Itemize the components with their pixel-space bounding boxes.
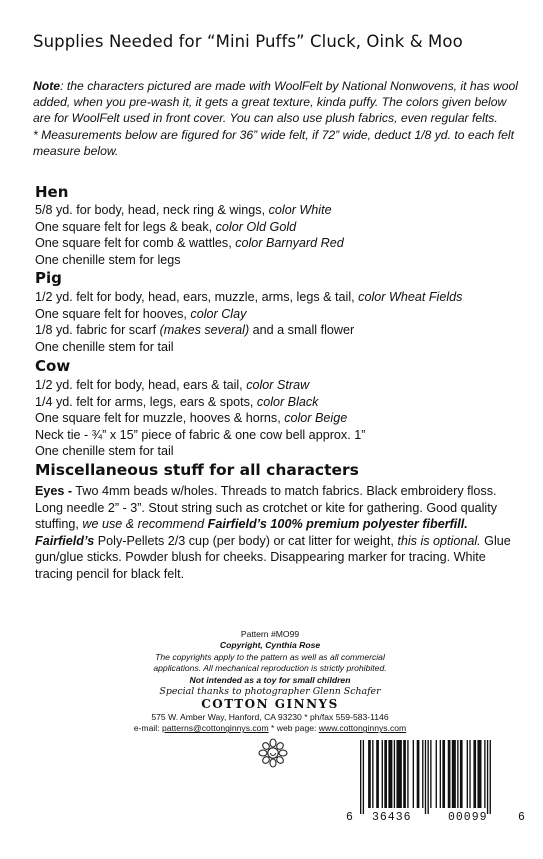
- note-paragraph: [33, 78, 525, 159]
- list-item: One chenille stem for tail: [35, 339, 174, 354]
- barcode-bar: [372, 740, 373, 808]
- barcode-bar: [460, 740, 463, 808]
- barcode-bar: [473, 740, 476, 808]
- barcode-bar: [467, 740, 468, 808]
- barcode-bar: [360, 740, 361, 814]
- not-toy-warning: Not intended as a toy for small children: [189, 674, 351, 685]
- barcode-bar: [376, 740, 379, 808]
- list-item: One square felt for muzzle, hooves & horns, color Beige: [35, 411, 348, 426]
- measurement-note: * Measurements below are figured for 36” wide felt, if 72” wide, deduct 1/8 yd. to each felt measure below.: [33, 127, 514, 158]
- list-item: 1/4 yd. felt for arms, legs, ears & spots, color Black: [35, 394, 319, 409]
- list-item: One chenille stem for legs: [35, 252, 181, 267]
- barcode-bar: [469, 740, 470, 808]
- copyright: Copyright, Cynthia Rose: [219, 640, 321, 651]
- barcode-bar: [442, 740, 445, 808]
- barcode-bar: [457, 740, 458, 808]
- barcode-bar: [388, 740, 392, 808]
- barcode-bar: [440, 740, 441, 808]
- cow-list: [35, 377, 527, 460]
- cow-heading: Cow: [35, 357, 71, 375]
- barcode-bar: [436, 740, 437, 808]
- barcode-bar: [396, 740, 401, 808]
- barcode-group-left: 36436: [372, 811, 412, 824]
- photographer-thanks: Special thanks to photographer Glenn Schafer: [159, 686, 381, 698]
- list-item: 1/2 yd. felt for body, head, ears, muzzle, arms, legs & tail, color Wheat Fields: [35, 290, 463, 304]
- list-item: 1/2 yd. felt for body, head, ears & tail, color Straw: [35, 378, 310, 392]
- brand-logo-text: COTTON GINNYS: [201, 697, 339, 712]
- barcode-bar: [425, 740, 426, 814]
- barcode-bar: [413, 740, 414, 808]
- copyright-line-1: The copyrights apply to the pattern as well as all commercial: [155, 651, 385, 662]
- barcode-bar: [477, 740, 481, 808]
- list-item: One square felt for legs & beak, color Old Gold: [35, 219, 297, 234]
- eyes-label: Eyes -: [35, 484, 73, 498]
- list-item: 5/8 yd. for body, head, neck ring & wings, color White: [35, 203, 332, 217]
- barcode-digit-last: 6: [518, 811, 526, 824]
- page-title: Supplies Needed for “Mini Puffs” Cluck, Oink & Moo: [33, 32, 463, 51]
- barcode-bar: [417, 740, 420, 808]
- list-item: Neck tie - ¾” x 15” piece of fabric & one cow bell approx. 1”: [35, 427, 366, 442]
- barcode-bar: [407, 740, 408, 808]
- pig-heading: Pig: [35, 269, 62, 287]
- barcode-bar: [430, 740, 431, 808]
- web-link[interactable]: www.cottonginnys.com: [318, 723, 407, 734]
- hen-list: [35, 202, 527, 268]
- note-text: : the characters pictured are made with WoolFelt by National Nonwovens, it has wool added, when you pre-wash it, it gets a great texture, kinda puffy. The colors given below are for WoolFelt used in front cover. You can also use plush fabrics, even regular felts.: [33, 79, 519, 126]
- email-link[interactable]: patterns@cottonginnys.com: [161, 723, 269, 734]
- note-label: Note: [33, 79, 61, 93]
- flower-logo-icon: [258, 738, 288, 768]
- pattern-number: Pattern #MO99: [240, 629, 300, 639]
- barcode-group-right: 00099: [448, 811, 488, 824]
- barcode-bar: [487, 740, 488, 814]
- credits-block: [100, 629, 440, 735]
- list-item: 1/8 yd. fabric for scarf (makes several) and a small flower: [35, 323, 355, 338]
- list-item: One chenille stem for tail: [35, 444, 174, 459]
- copyright-line-2: applications. All mechanical reproduction is strictly prohibited.: [153, 663, 387, 674]
- barcode-bar: [484, 740, 485, 808]
- misc-heading: Miscellaneous stuff for all characters: [35, 461, 359, 479]
- barcode-bar: [368, 740, 371, 808]
- barcode-bar: [403, 740, 406, 808]
- pig-list: [35, 289, 527, 355]
- list-item: One square felt for comb & wattles, color Barnyard Red: [35, 236, 344, 251]
- barcode-bar: [452, 740, 456, 808]
- misc-paragraph: Eyes - Two 4mm beads w/holes. Threads to match fabrics. Black embroidery floss. Long needle 2” - 3”. Stout string such as crotchet or kite for gathering. Good quality stuffing, we use & recommend Fairfield’s 100% premium polyester fiberfill. Fairfield’s Poly-Pellets 2/3 cup (per body) or cat litter for weight, this is optional. Glue gun/glue sticks. Powder blush for cheeks. Disappearing marker for tracing. White tracing pencil for black felt.: [35, 484, 511, 581]
- barcode-bar: [422, 740, 423, 808]
- address: 575 W. Amber Way, Hanford, CA 93230 * ph/fax 559-583-1146: [151, 711, 389, 722]
- list-item: One square felt for hooves, color Clay: [35, 306, 247, 321]
- barcode-bar: [428, 740, 429, 814]
- barcode-bar: [394, 740, 395, 808]
- barcode-bar: [448, 740, 451, 808]
- barcode-digit-first: 6: [346, 811, 354, 824]
- hen-heading: Hen: [35, 183, 69, 201]
- contact-line: e-mail: patterns@cottonginnys.com * web page: www.cottonginnys.com: [133, 723, 407, 734]
- barcode-bar: [363, 740, 364, 814]
- barcode-bar: [382, 740, 383, 808]
- barcode-bar: [490, 740, 491, 814]
- barcode-bar: [384, 740, 387, 808]
